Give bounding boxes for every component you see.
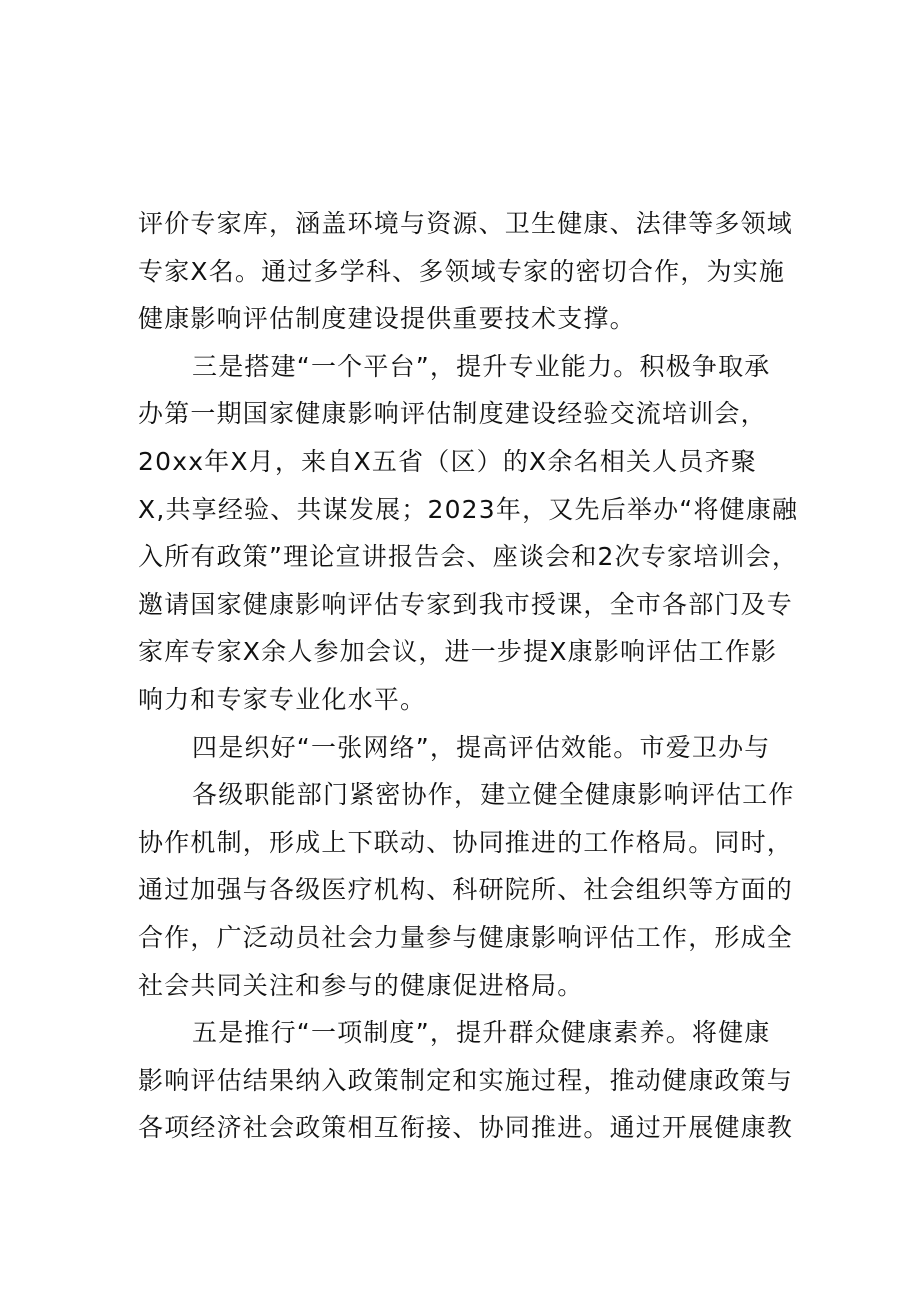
text-line: 各项经济社会政策相互衔接、协同推进。通过开展健康教 xyxy=(138,1113,794,1143)
text-line: 各级职能部门紧密协作，建立健全健康影响评估工作 xyxy=(192,780,795,810)
text-line: X,共享经验、共谋发展；2023年，又先后举办“将健康融 xyxy=(138,494,799,524)
text-line: 入所有政策”理论宣讲报告会、座谈会和2次专家培训会， xyxy=(138,542,799,572)
text-line: 评价专家库，涵盖环境与资源、卫生健康、法律等多领域 xyxy=(138,209,794,238)
paragraph-start-line: 五是推行“一项制度”，提升群众健康素养。将健康 xyxy=(192,1018,771,1048)
text-line: 邀请国家健康影响评估专家到我市授课，全市各部门及专 xyxy=(138,589,794,619)
text-line: 办第一期国家健康影响评估制度建设经验交流培训会， xyxy=(138,399,767,429)
text-line: 家库专家X余人参加会议，进一步提X康影响评估工作影 xyxy=(138,637,778,667)
text-line: 合作，广泛动员社会力量参与健康影响评估工作，形成全 xyxy=(138,922,794,952)
text-line: 社会共同关注和参与的健康促进格局。 xyxy=(138,970,584,1000)
paragraph-start-line: 四是织好“一张网络”，提高评估效能。市爱卫办与 xyxy=(192,732,771,762)
document-body xyxy=(138,200,798,1152)
text-line: 通过加强与各级医疗机构、科研院所、社会组织等方面的 xyxy=(138,875,794,905)
text-line: 响力和专家专业化水平。 xyxy=(138,684,427,714)
text-line: 20xx年X月，来自X五省（区）的X余名相关人员齐聚 xyxy=(138,446,757,476)
text-line: 协作机制，形成上下联动、协同推进的工作格局。同时， xyxy=(138,827,794,857)
text-line: 专家X名。通过多学科、多领域专家的密切合作，为实施 xyxy=(138,256,786,286)
paragraph-start-line: 三是搭建“一个平台”，提升专业能力。积极争取承 xyxy=(192,351,771,381)
text-line: 健康影响评估制度建设提供重要技术支撑。 xyxy=(138,304,636,334)
text-line: 影响评估结果纳入政策制定和实施过程，推动健康政策与 xyxy=(138,1065,794,1095)
